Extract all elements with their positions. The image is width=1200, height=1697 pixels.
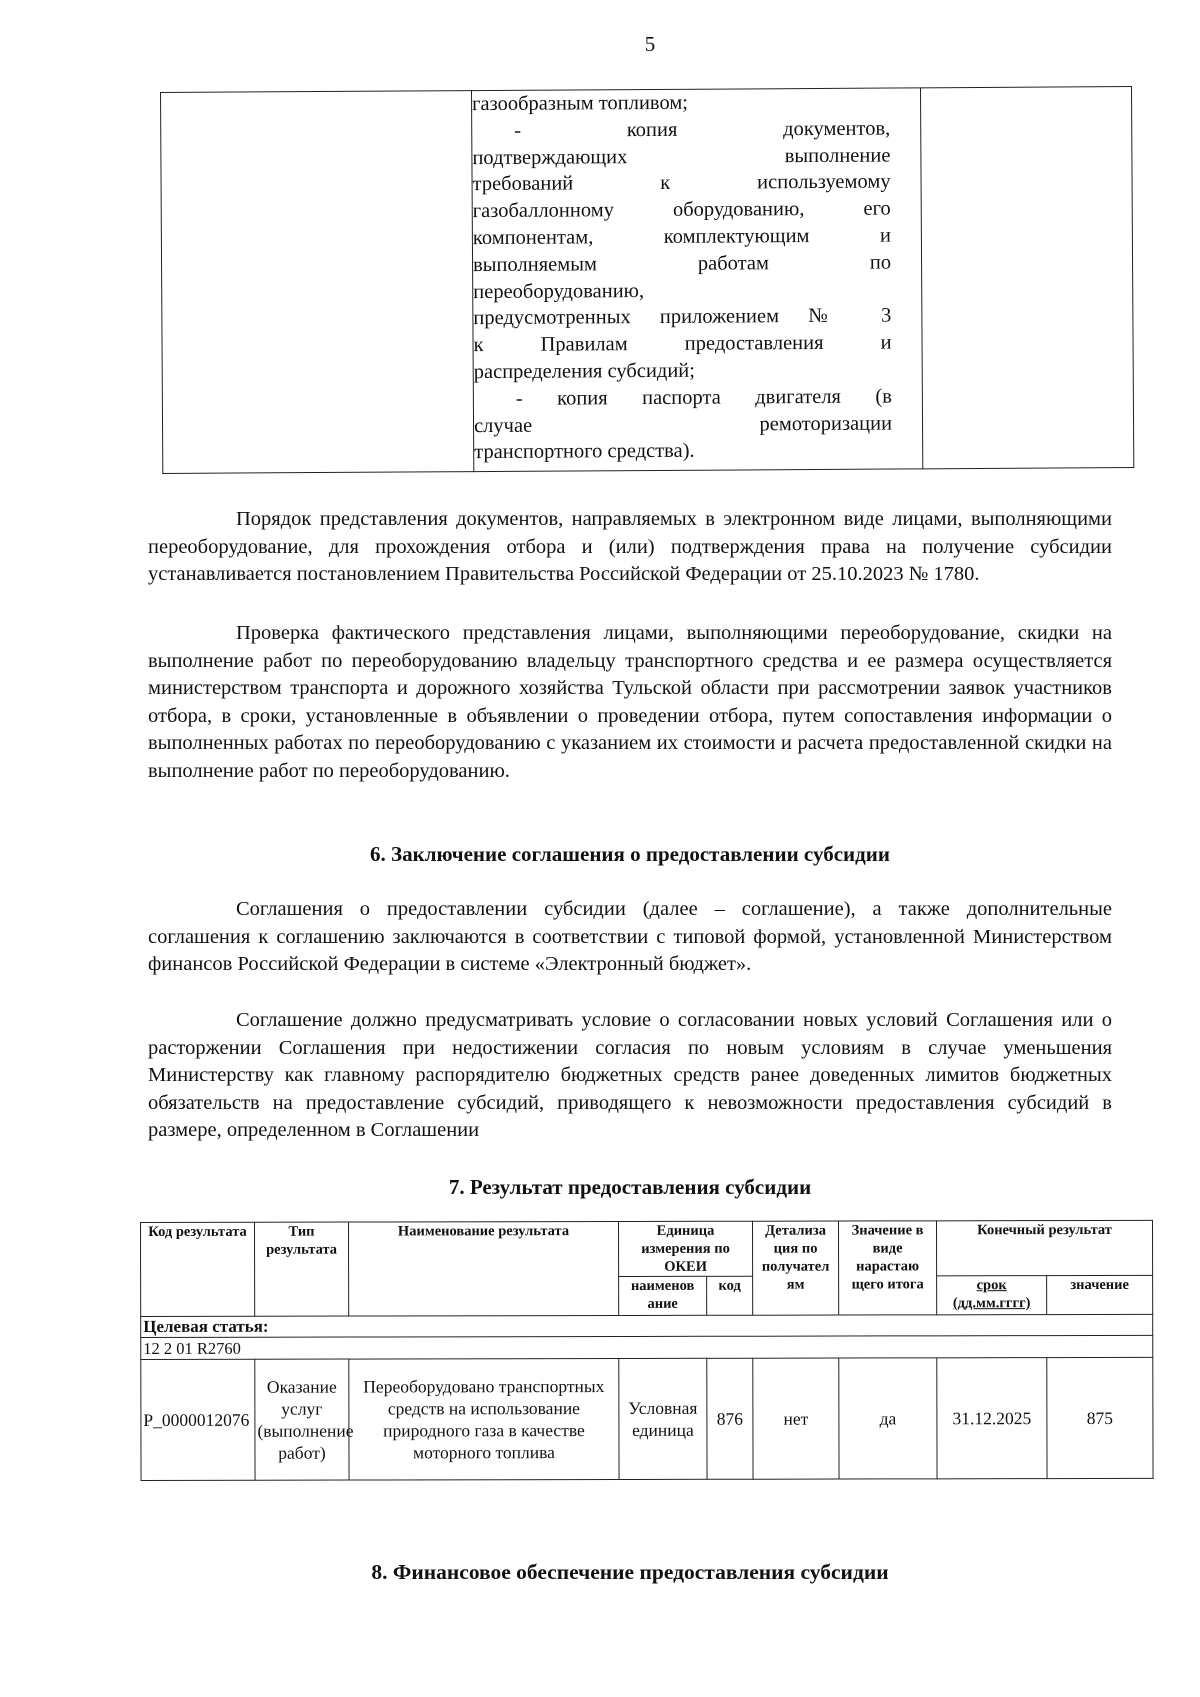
cell-cumulative: да [839, 1358, 937, 1479]
header-unit-name: наименов ание [619, 1276, 707, 1315]
paragraph-agreements: Соглашения о предоставлении субсидии (далее – соглашение), а также дополнительные соглашения к соглашению заключаются в соответствии с типовой формой, установленной Министерством финансов Российской Федерации в системе «Электронный бюджет». [148, 898, 1112, 975]
cell-code: P_0000012076 [141, 1359, 255, 1480]
header-deadline: срок (дд.мм.гггг) [937, 1276, 1047, 1315]
empty-cell-left [161, 91, 474, 474]
cell-name: Переоборудовано транспортных средств на использование природного газа в качестве моторного топлива [349, 1358, 619, 1480]
header-name: Наименование результата [349, 1221, 619, 1316]
doc-line: - копия паспорта двигателя (в [515, 385, 892, 410]
header-unit-code: код [707, 1276, 753, 1315]
doc-line: случае ремоторизации [473, 412, 893, 437]
doc-line: газообразным топливом; [472, 91, 689, 116]
header-unit: Единица измерения по ОКЕИ [619, 1221, 753, 1276]
section-8-heading: 8. Финансовое обеспечение предоставления субсидии [371, 1560, 889, 1584]
section-code: 12 2 01 R2760 [141, 1335, 1153, 1359]
continuation-table [160, 86, 1134, 474]
header-type: Тип результата [255, 1222, 349, 1316]
doc-line: предусмотренных приложением № 3 [473, 304, 892, 330]
doc-line: распределения субсидий; [473, 359, 696, 384]
paragraph-agreement-terms: Соглашение должно предусматривать условие о согласовании новых условий Соглашения или о расторжении Соглашения при недостижении согласия по новым условиям в случае уменьшения Министерству как главному распорядителю бюджетных средств ранее доведенных лимитов бюджетных обязательств на предоставление субсидий, приводящего к невозможности предоставления субсидий в размере, определенном в Соглашении [148, 1009, 1112, 1141]
header-final: Конечный результат [936, 1220, 1152, 1275]
header-code: Код результата [141, 1222, 255, 1316]
doc-line: выполняемым работам по [472, 251, 892, 276]
doc-line: - копия документов, [514, 117, 891, 142]
doc-line: транспортного средства). [474, 440, 695, 464]
result-table [140, 1220, 1154, 1481]
cell-deadline: 31.12.2025 [937, 1358, 1047, 1479]
paragraph-documents-order: Порядок представления документов, направляемых в электронном виде лицами, выполняющими переоборудование, для прохождения отбора и (или) подтверждения права на получение субсидии устанавливается постановлением Правительства Российской Федерации от 25.10.2023 № 1780. [148, 508, 1112, 585]
table-row [141, 1357, 1153, 1480]
empty-cell-right [920, 87, 1133, 469]
cell-value: 875 [1047, 1357, 1153, 1478]
doc-line: подтверждающих выполнение [472, 144, 891, 169]
documents-list-cell [471, 88, 922, 472]
doc-line: к Правилам предоставления и [473, 331, 892, 357]
section-6-heading: 6. Заключение соглашения о предоставлении субсидии [370, 842, 890, 866]
doc-line: требований к используемому [472, 170, 891, 196]
cell-detail: нет [753, 1358, 839, 1479]
cell-unit-name: Условная единица [619, 1358, 707, 1479]
header-detail: Детализа ция по получател ям [752, 1221, 838, 1315]
cell-unit-code: 876 [707, 1358, 753, 1479]
doc-line: переоборудованию, [473, 279, 645, 303]
section-label: Целевая статья: [141, 1314, 1153, 1337]
page-number: 5 [644, 32, 656, 56]
section-7-heading: 7. Результат предоставления субсидии [448, 1175, 812, 1199]
doc-line: компонентам, комплектующим и [472, 224, 891, 250]
paragraph-discount-check: Проверка фактического представления лицами, выполняющими переоборудование, скидки на выполнение работ по переоборудованию владельцу транспортного средства и ее размера осуществляется министерством транспорта и дорожного хозяйства Тульской области при рассмотрении заявок участников отбора, в сроки, установленные в объявлении о проведении отбора, путем сопоставления информации о выполненных работах по переоборудованию с указанием их стоимости и расчета предоставленной скидки на выполнение работ по переоборудованию. [148, 622, 1112, 782]
header-cumulative: Значение в виде нарастаю щего итога [838, 1221, 936, 1315]
doc-line: газобаллонному оборудованию, его [472, 197, 891, 223]
cell-type: Оказание услуг (выполнение работ) [255, 1359, 349, 1480]
header-value: значение [1047, 1275, 1153, 1314]
